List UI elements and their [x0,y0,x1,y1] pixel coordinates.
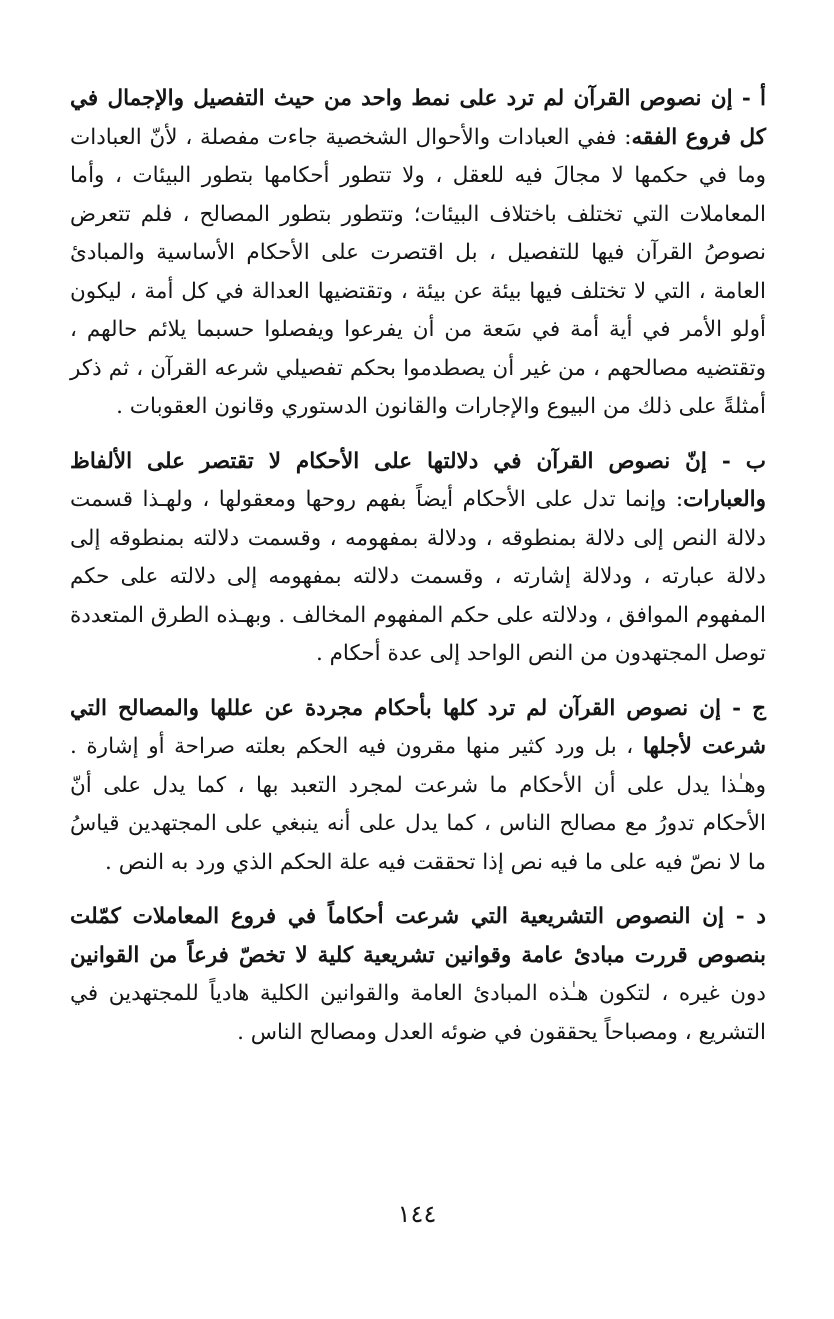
paragraph-jim [70,690,766,883]
paragraph-text: : ففي العبادات والأحوال الشخصية جاءت مفصلة ، لأنّ العبادات وما في حكمها لا مجالَ فيه للعقل ، ولا تتطور أحكامها بتطور البيئات ، وأما المعاملات التي تختلف باختلاف البيئات؛ وتتطور بتطور المصالح ، فلم تتعرض نصوصُ القرآن فيها للتفصيل ، بل اقتصرت على الأحكام الأساسية والمبادئ العامة ، التي لا تختلف فيها بيئة عن بيئة ، وتقتضيها العدالة في كل أمة ، ليكون أولو الأمر في أية أمة في سَعة من أن يفرعوا ويفصلوا حسبما يلائم حالهم ، وتقتضيه مصالحهم ، من غير أن يصطدموا بحكم تفصيلي شرعه القرآن ، ثم ذكر أمثلةً على ذلك من البيوع والإجارات والقانون الدستوري وقانون العقوبات . [70,124,766,419]
paragraph-ba [70,443,766,674]
paragraph-lead: د - إن النصوص التشريعية التي شرعت أحكاماً في فروع المعاملات كمّلت بنصوص قررت مبادئ عامة وقوانين تشريعية كلية لا تخصّ فرعاً من القوانين [70,904,766,968]
paragraph-text: دون غيره ، لتكون هـٰذه المبادئ العامة والقوانين الكلية هادياً للمجتهدين في التشريع ، ومصباحاً يحققون في ضوئه العدل ومصالح الناس . [70,981,766,1045]
paragraph-lead: ج - إن نصوص القرآن لم ترد كلها بأحكام مجردة عن عللها والمصالح التي شرعت لأجلها [70,695,766,759]
paragraph-alif [70,80,766,427]
page-body [70,80,766,1052]
paragraph-lead: ب - إنّ نصوص القرآن في دلالتها على الأحكام لا تقتصر على الألفاظ والعبارات [70,448,766,512]
paragraph-text: : وإنما تدل على الأحكام أيضاً بفهم روحها ومعقولها ، ولهـذا قسمت دلالة النص إلى دلالة بمنطوقه ، ودلالة بمفهومه ، وقسمت دلالته بمنطوقه إلى دلالة عبارته ، ودلالة إشارته ، وقسمت دلالته بمفهومه إلى دلالته على حكم المفهوم الموافق ، ودلالته على حكم المفهوم المخالف . وبهـذه الطرق المتعددة توصل المجتهدون من النص الواحد إلى عدة أحكام . [70,487,766,666]
paragraph-lead: أ - إن نصوص القرآن لم ترد على نمط واحد من حيث التفصيل والإجمال في كل فروع الفقه [70,86,766,150]
page-number: ١٤٤ [397,1200,437,1228]
paragraph-dal [70,898,766,1052]
paragraph-text: ، بل ورد كثير منها مقرون فيه الحكم بعلته صراحة أو إشارة . وهـٰذا يدل على أن الأحكام ما شرعت لمجرد التعبد بها ، كما يدل على أنّ الأحكام تدورُ مع مصالح الناس ، كما يدل على أنه ينبغي على المجتهدين قياسُ ما لا نصّ فيه على ما فيه نص إذا تحققت فيه علة الحكم الذي ورد به النص . [70,734,766,875]
